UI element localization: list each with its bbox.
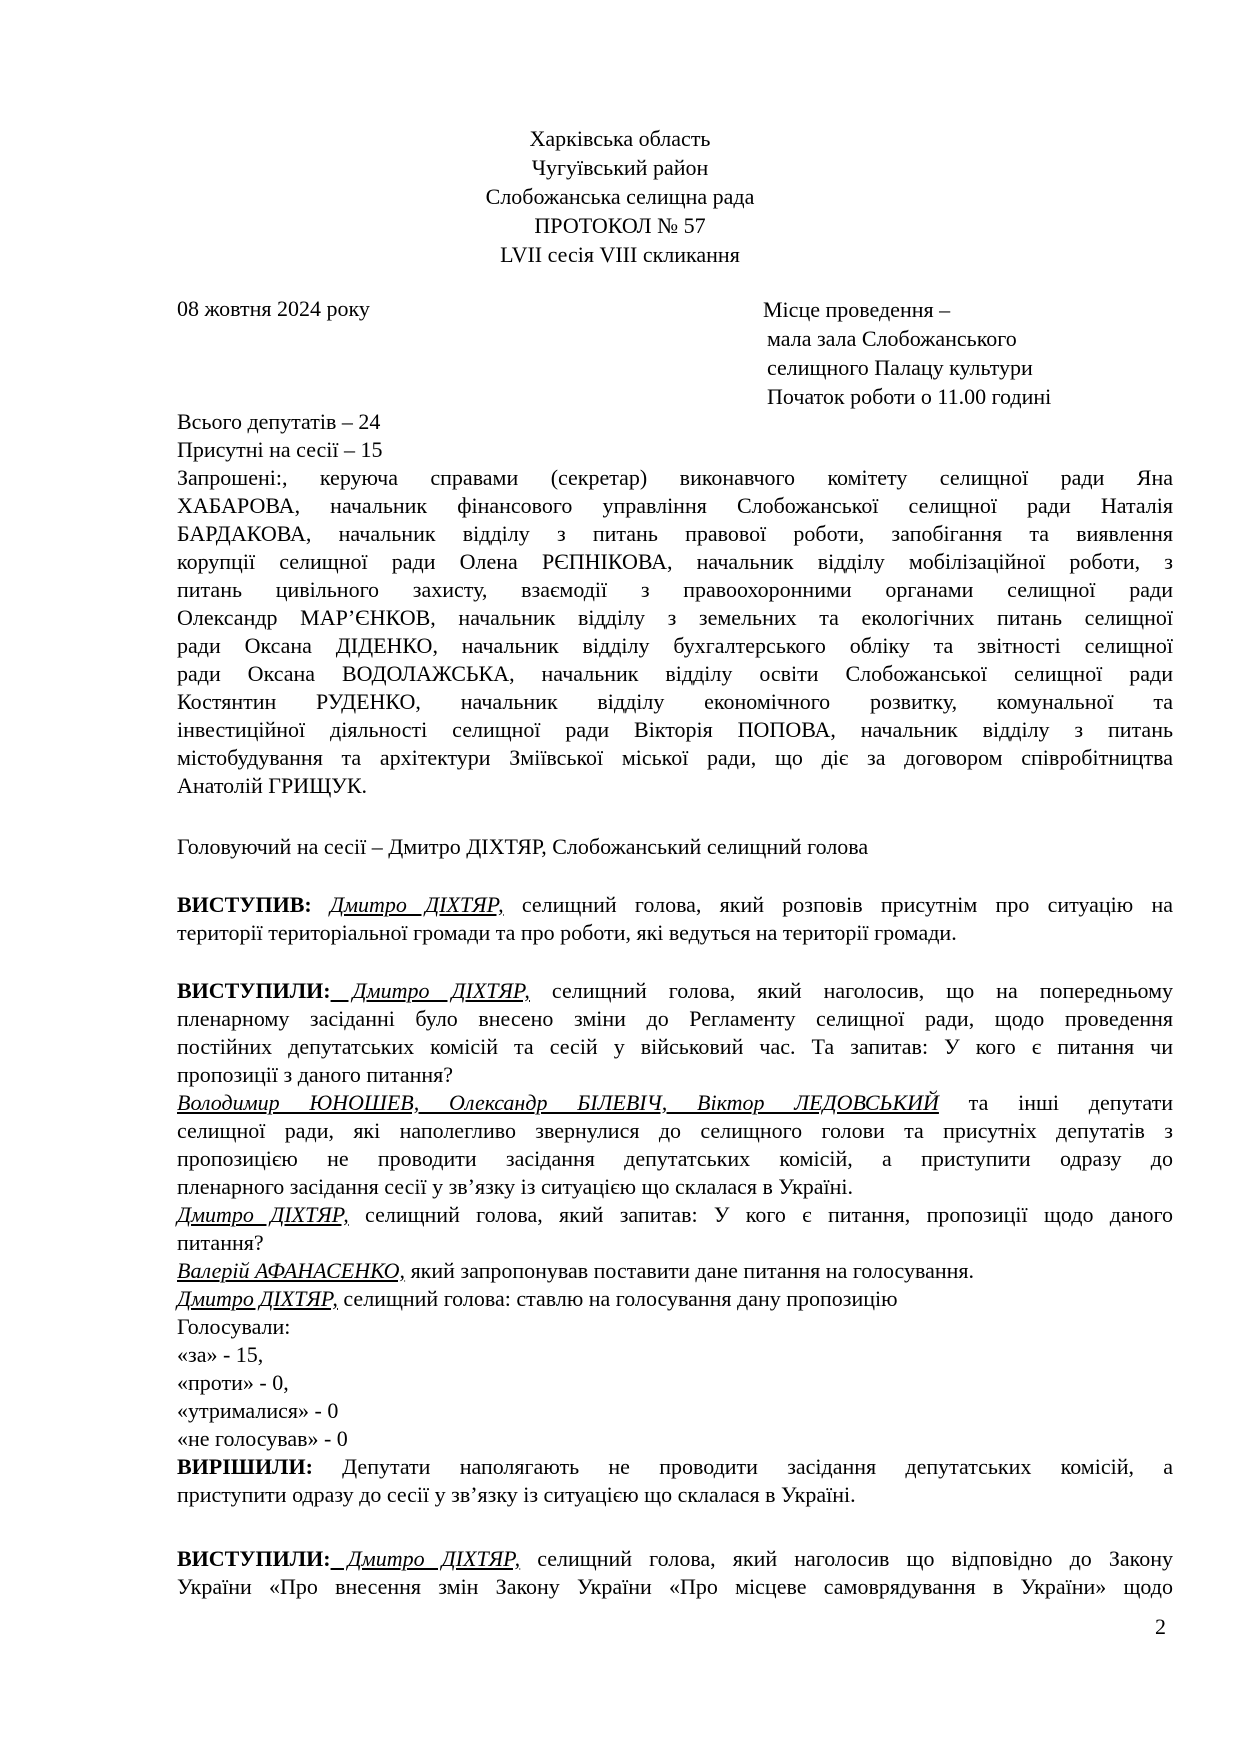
place-label: Місце проведення – [763, 297, 951, 322]
invited-line: БАРДАКОВА, начальник відділу з питань правової роботи, запобігання та виявлення [177, 521, 1173, 546]
invited-line: містобудування та архітектури Зміївської міської ради, що діє за договором співробітництва [177, 745, 1173, 770]
speech-text: селищний голова, який наголосив, що на попередньому [529, 978, 1173, 1003]
invited-line: Олександр МАР’ЄНКОВ, начальник відділу з земельних та екологічних питань селищної [177, 605, 1173, 630]
invited-line: питань цивільного захисту, взаємодії з правоохоронними органами селищної ради [177, 577, 1173, 602]
decision-text: Депутати наполягають не проводити засідання депутатських комісій, а [312, 1454, 1173, 1479]
start-time: Початок роботи о 11.00 годині [767, 384, 1052, 409]
invited-line: ради Оксана ВОДОЛАЖСЬКА, начальник відділу освіти Слобожанської селищної ради [177, 661, 1173, 686]
group-line-4: пленарного засідання сесії у зв’язку із ситуацією що склалася в Україні. [177, 1174, 854, 1199]
speaker-name: Дмитро ДІХТЯР, [330, 1546, 521, 1571]
speech-2 [177, 977, 1173, 1509]
total-deputies: Всього депутатів – 24 [177, 409, 381, 434]
chair-text: Головуючий на сесії – Дмитро ДІХТЯР, Слобожанський селищний голова [177, 834, 869, 859]
speaker-name: Дмитро ДІХТЯР, [177, 1286, 338, 1311]
speech-label: ВИСТУПИЛИ: [177, 1546, 331, 1571]
group-text: та інші депутати [938, 1090, 1173, 1115]
place-building: селищного Палацу культури [767, 355, 1033, 380]
speech-1-line-1 [177, 891, 1173, 919]
speech-2-line-1 [177, 977, 1173, 1005]
group-speakers: Володимир ЮНОШЕВ, Олександр БІЛЕВІЧ, Віктор ЛЕДОВСЬКИЙ [177, 1090, 939, 1115]
speech-1 [177, 891, 1173, 947]
question-line-2: питання? [177, 1230, 264, 1255]
proposal-text: який запропонував поставити дане питання на голосування. [405, 1258, 975, 1283]
speech-label: ВИСТУПИЛИ: [177, 978, 331, 1003]
speech-text: селищний голова, який розповів присутнім про ситуацію на [503, 892, 1174, 917]
district-line: Чугуївський район [531, 155, 709, 180]
invited-line: ради Оксана ДІДЕНКО, начальник відділу бухгалтерського обліку та звітності селищної [177, 633, 1173, 658]
meeting-place [763, 295, 1051, 411]
speech-2-line-2: пленарному засіданні було внесено зміни до Регламенту селищної ради, щодо проведення [177, 1006, 1173, 1031]
proposal-line [177, 1257, 1173, 1285]
question-line-1 [177, 1201, 1173, 1229]
speech-3-line-1 [177, 1545, 1173, 1573]
question-text: селищний голова, який запитав: У кого є питання, пропозиції щодо даного [348, 1202, 1173, 1227]
council-line: Слобожанська селищна рада [485, 184, 755, 209]
meeting-date: 08 жовтня 2024 року [177, 296, 370, 321]
chair-line [177, 833, 1173, 861]
protocol-title: ПРОТОКОЛ № 57 [534, 213, 706, 238]
speech-2-line-3: постійних депутатських комісій та сесій у військовий час. Та запитав: У кого є питання чи [177, 1034, 1173, 1059]
region-line: Харківська область [529, 126, 711, 151]
invited-line: інвестиційної діяльності селищної ради Вікторія ПОПОВА, начальник відділу з питань [177, 717, 1173, 742]
vote-call-text: селищний голова: ставлю на голосування дану пропозицію [337, 1286, 898, 1311]
speaker-name: Дмитро ДІХТЯР, [177, 1202, 349, 1227]
vote-title: Голосували: [177, 1314, 291, 1339]
speaker-name: Дмитро ДІХТЯР, [330, 978, 530, 1003]
speech-3-line-2: України «Про внесення змін Закону України «Про місцеве самоврядування в України» щодо [177, 1574, 1173, 1599]
vote-against: «проти» - 0, [177, 1370, 289, 1395]
decision-line-1 [177, 1453, 1173, 1481]
page-number: 2 [1155, 1614, 1166, 1639]
vote-abstained: «утрималися» - 0 [177, 1398, 339, 1423]
group-line-3: пропозицією не проводити засідання депутатських комісій, а приступити одразу до [177, 1146, 1173, 1171]
vote-for: «за» - 15, [177, 1342, 264, 1367]
invited-line: Костянтин РУДЕНКО, начальник відділу економічного розвитку, комунальної та [177, 689, 1173, 714]
place-hall: мала зала Слобожанського [767, 326, 1017, 351]
decision-line-2: приступити одразу до сесії у зв’язку із ситуацією що склалася в Україні. [177, 1482, 856, 1507]
attendance-and-invited [177, 408, 1173, 800]
speech-2-line-4: пропозиції з даного питання? [177, 1062, 454, 1087]
group-line-2: селищної ради, які наполегливо звернулися до селищного голови та присутніх депутатів з [177, 1118, 1173, 1143]
invited-line: корупції селищної ради Олена РЄПНІКОВА, начальник відділу мобілізаційної роботи, з [177, 549, 1173, 574]
present-deputies: Присутні на сесії – 15 [177, 437, 383, 462]
invited-line: ХАБАРОВА, начальник фінансового управління Слобожанської селищної ради Наталія [177, 493, 1173, 518]
session-line: LVІI сесія VIIІ скликання [500, 242, 740, 267]
speaker-name: Валерій АФАНАСЕНКО, [177, 1258, 406, 1283]
group-line-1 [177, 1089, 1173, 1117]
vote-call-line [177, 1285, 1173, 1313]
invited-line: Анатолій ГРИЩУК. [177, 773, 368, 798]
invited-line: Запрошені:, керуюча справами (секретар) виконавчого комітету селищної ради Яна [177, 465, 1173, 490]
document-header [0, 124, 1240, 269]
speech-3 [177, 1545, 1173, 1601]
speech-text: селищний голова, який наголосив що відповідно до Закону [520, 1546, 1173, 1571]
decision-label: ВИРІШИЛИ: [177, 1454, 313, 1479]
speech-1-line-2: території територіальної громади та про роботи, які ведуться на території громади. [177, 920, 957, 945]
speech-label: ВИСТУПИВ: [177, 892, 312, 917]
speaker-name: Дмитро ДІХТЯР, [329, 892, 504, 917]
vote-not-voted: «не голосував» - 0 [177, 1426, 348, 1451]
